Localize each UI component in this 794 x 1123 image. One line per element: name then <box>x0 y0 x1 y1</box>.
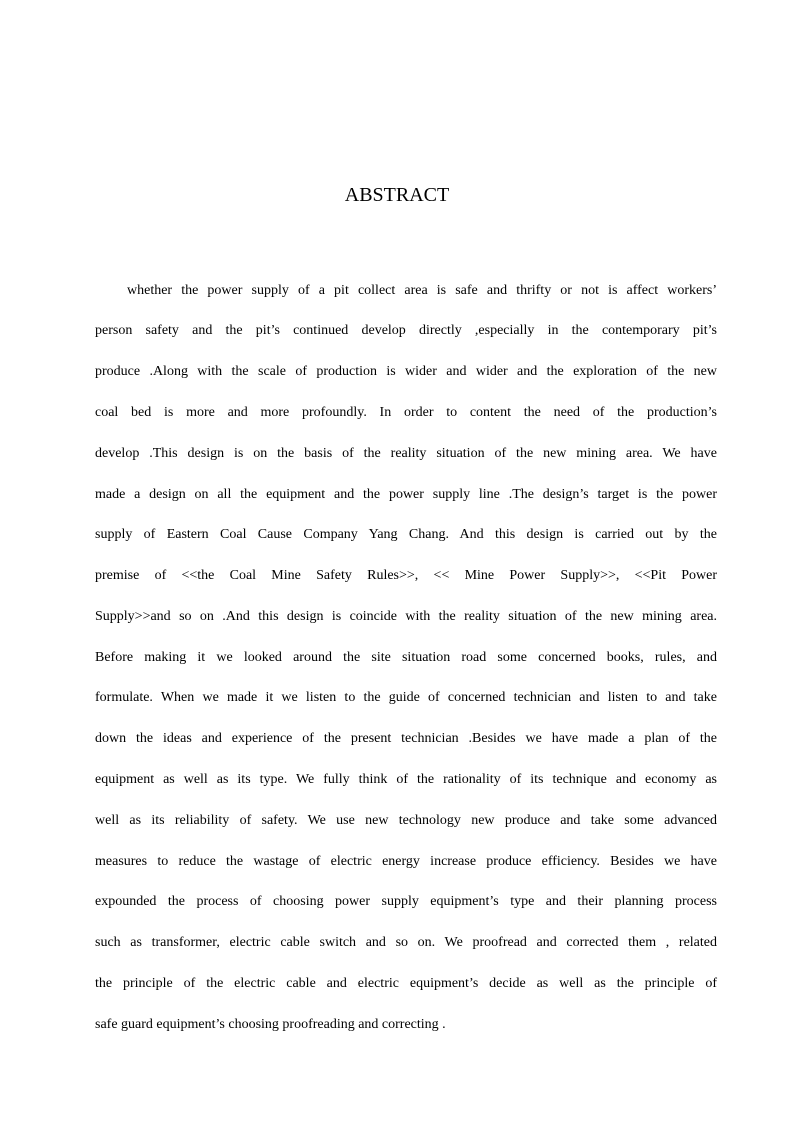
paragraph-line-15: measures to reduce the wastage of electric energy increase produce efficiency. Besides we have <box>95 854 717 869</box>
paragraph-line-13: equipment as well as its type. We fully think of the rationality of its technique and economy as <box>95 772 717 787</box>
paragraph-line-7: supply of Eastern Coal Cause Company Yang Chang. And this design is carried out by the <box>95 527 717 542</box>
paragraph-line-12: down the ideas and experience of the present technician .Besides we have made a plan of the <box>95 731 717 746</box>
document-title: ABSTRACT <box>344 184 450 206</box>
paragraph-line-14: well as its reliability of safety. We use new technology new produce and take some advanced <box>95 813 717 828</box>
paragraph-line-5: develop .This design is on the basis of the reality situation of the new mining area. We have <box>95 446 717 461</box>
paragraph-line-10: Before making it we looked around the site situation road some concerned books, rules, and <box>95 650 717 665</box>
paragraph-line-6: made a design on all the equipment and the power supply line .The design’s target is the power <box>95 487 717 502</box>
paragraph-line-3: produce .Along with the scale of production is wider and wider and the exploration of the new <box>95 364 717 379</box>
paragraph-line-2: person safety and the pit’s continued develop directly ,especially in the contemporary pit’s <box>95 323 717 338</box>
paragraph-line-17: such as transformer, electric cable switch and so on. We proofread and corrected them , related <box>95 935 717 950</box>
paragraph-line-16: expounded the process of choosing power supply equipment’s type and their planning process <box>95 894 717 909</box>
paragraph-line-18: the principle of the electric cable and electric equipment’s decide as well as the principle of <box>95 976 717 991</box>
paragraph-line-11: formulate. When we made it we listen to the guide of concerned technician and listen to and take <box>95 690 717 705</box>
paragraph-line-19: safe guard equipment’s choosing proofreading and correcting . <box>95 1017 446 1032</box>
paragraph-line-1: whether the power supply of a pit collect area is safe and thrifty or not is affect workers’ <box>127 283 717 298</box>
paragraph-line-9: Supply>>and so on .And this design is coincide with the reality situation of the new mining area. <box>95 609 717 624</box>
paragraph-line-4: coal bed is more and more profoundly. In order to content the need of the production’s <box>95 405 717 420</box>
paragraph-line-8: premise of <<the Coal Mine Safety Rules>>, << Mine Power Supply>>, <<Pit Power <box>95 568 717 583</box>
